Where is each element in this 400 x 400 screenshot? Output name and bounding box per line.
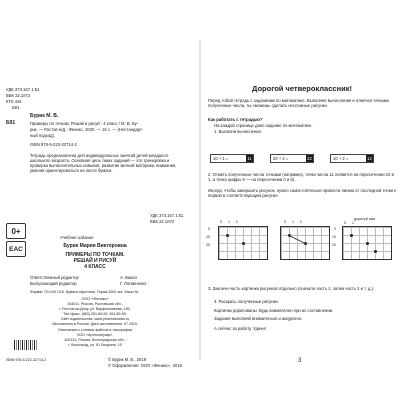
editor-label: Ответственный редактор bbox=[30, 275, 79, 280]
grid-example-2 bbox=[280, 226, 330, 260]
example-box-2 bbox=[270, 154, 314, 163]
howto-answer: На каждой странице дано задание по математике. bbox=[214, 123, 313, 128]
tech-editor-name: Г. Логвиненко bbox=[120, 281, 147, 286]
grid-3-axis-left-0: 0 bbox=[334, 227, 336, 231]
editor-name: А. Вакал bbox=[120, 275, 137, 280]
grid-point bbox=[350, 234, 353, 237]
left-page bbox=[0, 40, 196, 368]
grid-3-axis-top-0: 0 bbox=[344, 221, 346, 225]
example-equation: 20 + 2 = bbox=[273, 156, 289, 161]
grid-point bbox=[366, 242, 369, 245]
b91-small: Б91 bbox=[12, 105, 20, 110]
copyright-author: © Бурик М. В., 2019 bbox=[108, 357, 147, 362]
example-equation: 10 + 2 = bbox=[333, 156, 349, 161]
grid-1-axis-left-0: 0 bbox=[208, 227, 210, 231]
edition-type: Учебное издание bbox=[60, 235, 94, 240]
book-title-line-3: 4 КЛАСС bbox=[84, 264, 106, 270]
isbn-line: ISBN 978-5-222-32714-2 bbox=[30, 142, 77, 147]
grid-1-axis-top-0: 0 bbox=[220, 220, 222, 224]
biblio-line-2: рик. — Ростов н/Д : Феникс, 2020. — 16 с. — (Нестандарт- bbox=[30, 127, 144, 132]
grid-1-axis-left-2: 20 bbox=[206, 243, 210, 247]
grid-3-axis-left-1: 10 bbox=[332, 235, 336, 239]
example-answer: 11 bbox=[247, 156, 252, 161]
grid-2-axis-top-1: 1 bbox=[292, 220, 294, 224]
ktk-code: КТК 444 bbox=[6, 99, 22, 104]
publisher-address-2: г. Ростов-на-Дону, ул. Варфоломеева, 150. bbox=[59, 307, 131, 311]
grid-3-axis-left-2: 20 bbox=[332, 243, 336, 247]
grid-connecting-line bbox=[289, 235, 306, 244]
example-box-1 bbox=[210, 154, 254, 163]
example-box-3 bbox=[330, 154, 374, 163]
tech-editor-label: Выпускающий редактор bbox=[30, 281, 77, 286]
cutter-code: Б91 bbox=[6, 120, 16, 126]
publisher-phone: Тел./факс: (863) 261-89-50, 261-89-59. bbox=[63, 312, 127, 316]
grid-3-axis-top-1: 1 bbox=[352, 221, 354, 225]
printer-address-3: г. Волгоград, ул. Ю.Гагарина, 15 bbox=[68, 343, 122, 347]
grid-point bbox=[226, 234, 229, 237]
step-3: 3. Закончи часть картинки рисунков отдельно (сначала часть 1, затем часть 2 и т. д.). bbox=[208, 286, 375, 291]
udk-code-2: УДК 373.167.1:51 bbox=[150, 213, 184, 218]
example-equation: 10 + 1 = bbox=[213, 156, 229, 161]
copyright-design: © Оформление: ООО «Феникс», 2019 bbox=[108, 363, 182, 368]
bbk-code: ББК 22.1я72 bbox=[6, 93, 31, 98]
publisher-address-1: 344011, Россия, Ростовская обл., bbox=[67, 302, 123, 306]
manufacture-note: Изготовлено в России. Дата изготовления: 07.2019. bbox=[52, 322, 138, 326]
step-4: 4. Раскрась полученные рисунки. bbox=[214, 299, 279, 304]
tip-2: Задания выполняй внимательно и аккуратно. bbox=[214, 316, 303, 321]
step-2: 2. Отметь полученные числа точками (например, точка числа 11 появится на пересечении 10 и 1, а точка цифры 5 — на пересечении 0 и 5). bbox=[208, 172, 394, 182]
grid-2-axis-top-2: 2 bbox=[300, 220, 302, 224]
age-rating-logo: 0+ bbox=[6, 223, 26, 239]
right-page bbox=[204, 40, 400, 364]
eac-certification-logo: EAC bbox=[6, 241, 26, 257]
grid-1-axis-top-1: 1 bbox=[228, 220, 230, 224]
example-answer: 12 bbox=[367, 156, 372, 161]
grid-1-axis-left-1: 10 bbox=[206, 235, 210, 239]
grid-1-axis-top-2: 2 bbox=[236, 220, 238, 224]
publisher-name: ООО «Феникс» bbox=[81, 297, 109, 301]
author-name: Бурик М. В. bbox=[30, 113, 59, 119]
closing-line: А сейчас за работу. Удачи! bbox=[214, 326, 266, 331]
example-answer: 22 bbox=[307, 156, 312, 161]
howto-question: Как работать с тетрадью? bbox=[208, 117, 263, 122]
author-full-name: Бурик Мария Викторовна bbox=[63, 243, 127, 249]
isbn-barcode bbox=[14, 340, 38, 350]
book-description: Тетрадь предназначена для индивидуальных занятий детей младшего школьного возраста. Основная цель таких заданий — это тренировка и проверка вычислительных навыков, развитие мелкой моторики, внимания, умения ориентироваться на листе бумаги. bbox=[30, 153, 177, 173]
udk-code: УДК 373.167.1:51 bbox=[6, 87, 40, 92]
step-2b: Иногда, чтобы завершить рисунок, нужно самостоятельно провести линию от последней точки к первой в соответствующем рисунке. bbox=[208, 188, 396, 198]
isbn-bottom: ISBN 978-5-222-32714-2 bbox=[6, 358, 47, 362]
grid-example-3 bbox=[342, 226, 392, 260]
step-1: 1. Выполни вычисления. bbox=[214, 129, 262, 134]
page-number: 3 bbox=[298, 358, 302, 364]
grid-example-1 bbox=[218, 226, 268, 260]
biblio-line-1: Примеры по точкам. Решай и рисуй : 4 класс / М. В. Бу- bbox=[30, 121, 139, 126]
tip-1: Картинки дорисованы. Будь внимателен при их составлении. bbox=[214, 308, 334, 313]
publisher-site: Сайт издательства: www.phoenixbooks.ru bbox=[60, 317, 130, 321]
printer-address-1: ООО «Артполиграф», bbox=[76, 333, 114, 337]
greeting-heading: Дорогой четвероклассник! bbox=[252, 84, 352, 93]
book-title-line-2: РЕШАЙ И РИСУЙ bbox=[73, 258, 117, 264]
bbk-code-2: ББК 22.1я72 bbox=[150, 219, 175, 224]
hint-label: дорисуй сам bbox=[354, 217, 375, 221]
book-gutter bbox=[199, 40, 201, 360]
book-title-line-1: ПРИМЕРЫ ПО ТОЧКАМ. bbox=[65, 252, 125, 258]
intro-paragraph: Перед тобой тетрадь с заданиями по математике. Выполняя вычисления и отмечая точками полученные числа, ты сможешь сделать несложные рисунки. bbox=[208, 98, 389, 108]
printer-name: Отпечатано с готовых файлов в типографии bbox=[57, 328, 133, 332]
grid-point bbox=[374, 250, 377, 253]
grid-point bbox=[242, 242, 245, 245]
grid-2-axis-top-0: 0 bbox=[284, 220, 286, 224]
format-line: Формат 70×100 1/16. Бумага офсетная. Тираж 2000 экз. Заказ № bbox=[30, 290, 139, 294]
printer-address-2: 400131, Россия, Волгоградская обл., bbox=[64, 338, 126, 342]
biblio-line-3: ный подход). bbox=[30, 133, 56, 138]
